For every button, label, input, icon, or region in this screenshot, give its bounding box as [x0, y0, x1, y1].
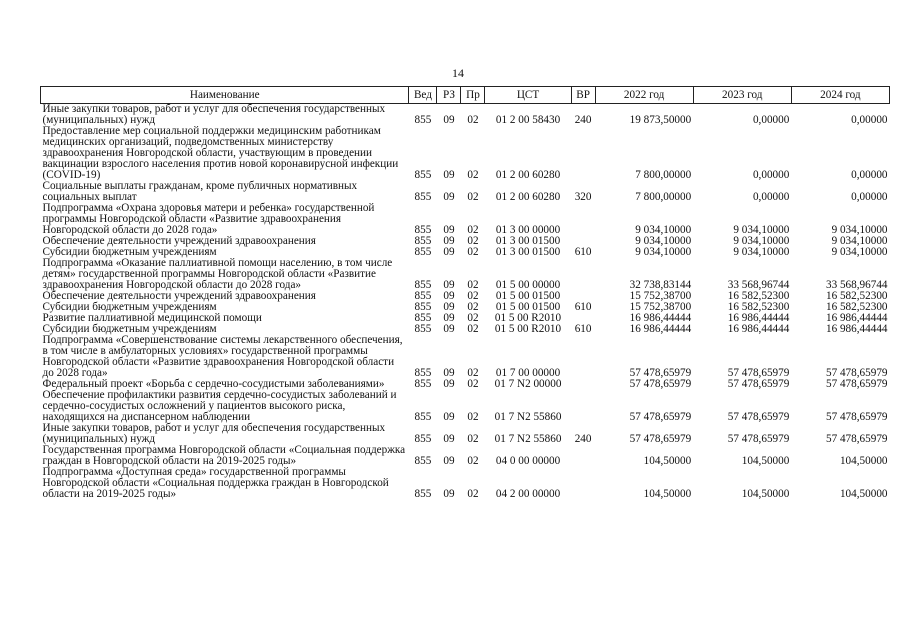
cell-name: Подпрограмма «Совершенствование системы лекарственного обеспечения, в том числе в амбулаторных условиях» государственной программы Новгородской области «Развитие здравоохранения Новгородской области до 2028 года»	[42, 334, 403, 379]
cell-2023: 16 582,52300	[727, 301, 790, 313]
cell-ved: 855	[414, 224, 432, 236]
cell-cst: 01 2 00 60280	[495, 169, 561, 181]
cell-name: Развитие паллиативной медицинской помощи	[42, 312, 262, 324]
cell-2024: 33 568,96744	[825, 279, 888, 291]
cell-rz: 09	[443, 290, 455, 302]
cell-cst: 01 3 00 01500	[495, 235, 561, 247]
cell-pr: 02	[467, 433, 479, 445]
cell-2022: 57 478,65979	[629, 367, 692, 379]
table-row	[41, 258, 890, 291]
header-2024: 2024 год	[791, 87, 889, 104]
cell-vr: 610	[574, 323, 592, 335]
cell-pr: 02	[467, 488, 479, 500]
cell-2022: 15 752,38700	[629, 290, 692, 302]
cell-ved: 855	[414, 312, 432, 324]
cell-2023: 33 568,96744	[727, 279, 790, 291]
cell-pr: 02	[467, 169, 479, 181]
cell-2023: 57 478,65979	[727, 378, 790, 390]
cell-ved: 855	[414, 169, 432, 181]
cell-name: Обеспечение профилактики развития сердечно-сосудистых заболеваний и сердечно-сосудистых осложнений у пациентов высокого риска, находящихся на диспансерном наблюдении	[42, 389, 397, 423]
cell-2023: 57 478,65979	[727, 367, 790, 379]
cell-rz: 09	[443, 378, 455, 390]
cell-vr	[571, 203, 595, 236]
cell-2024: 57 478,65979	[825, 367, 888, 379]
cell-pr: 02	[467, 455, 479, 467]
cell-cst: 01 5 00 R2010	[494, 323, 562, 335]
cell-ved: 855	[414, 191, 432, 203]
cell-rz: 09	[443, 433, 455, 445]
cell-ved: 855	[414, 367, 432, 379]
cell-vr	[571, 379, 595, 390]
cell-pr: 02	[467, 411, 479, 423]
cell-rz: 09	[443, 279, 455, 291]
cell-2022: 7 800,00000	[635, 169, 692, 181]
cell-rz: 09	[443, 114, 455, 126]
cell-pr: 02	[467, 224, 479, 236]
cell-2022: 104,50000	[643, 488, 692, 500]
cell-rz: 09	[443, 367, 455, 379]
cell-cst: 01 7 N2 00000	[494, 378, 562, 390]
cell-pr: 02	[467, 367, 479, 379]
cell-vr: 610	[574, 246, 592, 258]
table-row	[41, 423, 890, 445]
cell-name: Подпрограмма «Доступная среда» государственной программы Новгородской области «Социальная поддержка граждан в Новгородской области на 2019-2025 годы»	[42, 466, 389, 500]
cell-2024: 16 582,52300	[825, 301, 888, 313]
cell-2022: 104,50000	[643, 455, 692, 467]
cell-cst: 04 0 00 00000	[495, 455, 561, 467]
cell-rz: 09	[443, 235, 455, 247]
cell-pr: 02	[467, 312, 479, 324]
cell-2022: 9 034,10000	[635, 235, 692, 247]
cell-2023: 9 034,10000	[733, 246, 790, 258]
cell-vr	[571, 258, 595, 291]
cell-2024: 9 034,10000	[831, 246, 888, 258]
cell-rz: 09	[443, 246, 455, 258]
cell-2023: 0,00000	[752, 191, 790, 203]
cell-ved: 855	[414, 433, 432, 445]
table-row	[41, 335, 890, 379]
cell-vr: 320	[574, 191, 592, 203]
table-row	[41, 104, 890, 127]
cell-cst: 01 5 00 R2010	[494, 312, 562, 324]
cell-2022: 16 986,44444	[629, 312, 692, 324]
cell-2024: 16 986,44444	[825, 312, 888, 324]
header-2022: 2022 год	[595, 87, 693, 104]
header-name: Наименование	[41, 87, 409, 104]
cell-2023: 104,50000	[741, 488, 790, 500]
cell-pr: 02	[467, 378, 479, 390]
cell-ved: 855	[414, 235, 432, 247]
cell-cst: 01 7 N2 55860	[494, 411, 562, 423]
cell-2024: 57 478,65979	[825, 378, 888, 390]
table-row	[41, 203, 890, 236]
cell-name: Подпрограмма «Оказание паллиативной помощи населению, в том числе детям» государственной программы Новгородской области «Развитие здравоохранения Новгородской области до 2028 года»	[42, 257, 393, 291]
table-row	[41, 126, 890, 181]
cell-vr	[571, 335, 595, 379]
table-row	[41, 181, 890, 203]
cell-2022: 7 800,00000	[635, 191, 692, 203]
cell-pr: 02	[467, 279, 479, 291]
cell-2022: 16 986,44444	[629, 323, 692, 335]
cell-pr: 02	[467, 301, 479, 313]
cell-name: Субсидии бюджетным учреждениям	[42, 301, 217, 313]
cell-2022: 57 478,65979	[629, 411, 692, 423]
cell-ved: 855	[414, 455, 432, 467]
cell-2022: 32 738,83144	[629, 279, 692, 291]
cell-ved: 855	[414, 488, 432, 500]
cell-vr	[571, 390, 595, 423]
cell-pr: 02	[467, 235, 479, 247]
cell-2024: 0,00000	[851, 191, 888, 203]
cell-vr	[571, 467, 595, 500]
cell-ved: 855	[414, 411, 432, 423]
cell-ved: 855	[414, 290, 432, 302]
cell-cst: 01 2 00 58430	[495, 114, 561, 126]
cell-cst: 01 5 00 00000	[495, 279, 561, 291]
cell-name: Подпрограмма «Охрана здоровья матери и ребенка» государственной программы Новгородской области «Развитие здравоохранения Новгородской области до 2028 года»	[42, 202, 375, 236]
cell-rz: 09	[443, 323, 455, 335]
cell-cst: 01 3 00 00000	[495, 224, 561, 236]
cell-cst: 01 5 00 01500	[495, 290, 561, 302]
cell-rz: 09	[443, 169, 455, 181]
header-ved: Вед	[409, 87, 437, 104]
cell-vr	[571, 445, 595, 467]
cell-cst: 01 7 N2 55860	[494, 433, 562, 445]
cell-2024: 104,50000	[839, 455, 888, 467]
cell-2024: 9 034,10000	[831, 224, 888, 236]
cell-2024: 104,50000	[839, 488, 888, 500]
cell-name: Обеспечение деятельности учреждений здравоохранения	[42, 235, 316, 247]
cell-2023: 9 034,10000	[733, 235, 790, 247]
cell-cst: 04 2 00 00000	[495, 488, 561, 500]
table-row	[41, 445, 890, 467]
cell-vr: 610	[574, 301, 592, 313]
cell-pr: 02	[467, 191, 479, 203]
cell-rz: 09	[443, 488, 455, 500]
table-body	[41, 104, 890, 501]
cell-2023: 16 986,44444	[727, 323, 790, 335]
cell-vr: 240	[574, 114, 592, 126]
page-number: 14	[452, 66, 464, 80]
cell-pr: 02	[467, 323, 479, 335]
header-vr: ВР	[571, 87, 595, 104]
budget-table	[40, 86, 890, 500]
cell-rz: 09	[443, 301, 455, 313]
cell-2024: 16 986,44444	[825, 323, 888, 335]
cell-2022: 19 873,50000	[629, 114, 692, 126]
cell-cst: 01 7 00 00000	[495, 367, 561, 379]
header-cst: ЦСТ	[485, 87, 571, 104]
cell-vr	[571, 126, 595, 181]
cell-rz: 09	[443, 455, 455, 467]
table-row	[41, 467, 890, 500]
cell-pr: 02	[467, 246, 479, 258]
cell-name: Государственная программа Новгородской области «Социальная поддержка граждан в Новгородской области на 2019-2025 годы»	[42, 444, 406, 467]
cell-2023: 16 582,52300	[727, 290, 790, 302]
cell-name: Обеспечение деятельности учреждений здравоохранения	[42, 290, 316, 302]
cell-ved: 855	[414, 279, 432, 291]
cell-pr: 02	[467, 290, 479, 302]
header-rz: РЗ	[437, 87, 461, 104]
cell-rz: 09	[443, 411, 455, 423]
cell-name: Субсидии бюджетным учреждениям	[42, 246, 217, 258]
header-pr: Пр	[461, 87, 485, 104]
cell-ved: 855	[414, 301, 432, 313]
cell-ved: 855	[414, 378, 432, 390]
cell-cst: 01 3 00 01500	[495, 246, 561, 258]
cell-ved: 855	[414, 323, 432, 335]
cell-2023: 104,50000	[741, 455, 790, 467]
cell-2024: 16 582,52300	[825, 290, 888, 302]
cell-2024: 57 478,65979	[825, 433, 888, 445]
cell-2023: 57 478,65979	[727, 411, 790, 423]
cell-2022: 9 034,10000	[635, 224, 692, 236]
cell-vr: 240	[574, 433, 592, 445]
cell-2024: 9 034,10000	[831, 235, 888, 247]
cell-ved: 855	[414, 246, 432, 258]
cell-rz: 09	[443, 224, 455, 236]
cell-cst: 01 2 00 60280	[495, 191, 561, 203]
cell-2023: 9 034,10000	[733, 224, 790, 236]
cell-cst: 01 5 00 01500	[495, 301, 561, 313]
cell-2024: 0,00000	[851, 114, 888, 126]
cell-pr: 02	[467, 114, 479, 126]
cell-2024: 0,00000	[851, 169, 888, 181]
cell-name: Предоставление мер социальной поддержки медицинским работникам медицинских организаций, подведомственных министерству здравоохранения Новгородской области, участвующим в проведении вакцинации взрослого населения против новой коронавирусной инфекции (COVID-19)	[42, 125, 399, 181]
cell-name: Субсидии бюджетным учреждениям	[42, 323, 217, 335]
table-row	[41, 390, 890, 423]
cell-name: Иные закупки товаров, работ и услуг для обеспечения государственных (муниципальных) нужд	[42, 422, 386, 445]
table-header-row	[41, 87, 890, 104]
cell-2023: 0,00000	[752, 169, 790, 181]
cell-2022: 9 034,10000	[635, 246, 692, 258]
cell-name: Федеральный проект «Борьба с сердечно-сосудистыми заболеваниями»	[42, 378, 385, 390]
cell-rz: 09	[443, 191, 455, 203]
cell-2022: 15 752,38700	[629, 301, 692, 313]
cell-name: Социальные выплаты гражданам, кроме публичных нормативных социальных выплат	[42, 180, 358, 203]
header-2023: 2023 год	[693, 87, 791, 104]
cell-rz: 09	[443, 312, 455, 324]
cell-2023: 16 986,44444	[727, 312, 790, 324]
cell-2022: 57 478,65979	[629, 433, 692, 445]
cell-2022: 57 478,65979	[629, 378, 692, 390]
cell-name: Иные закупки товаров, работ и услуг для обеспечения государственных (муниципальных) нужд	[42, 103, 386, 126]
cell-2024: 57 478,65979	[825, 411, 888, 423]
cell-ved: 855	[414, 114, 432, 126]
cell-2023: 0,00000	[752, 114, 790, 126]
cell-2023: 57 478,65979	[727, 433, 790, 445]
